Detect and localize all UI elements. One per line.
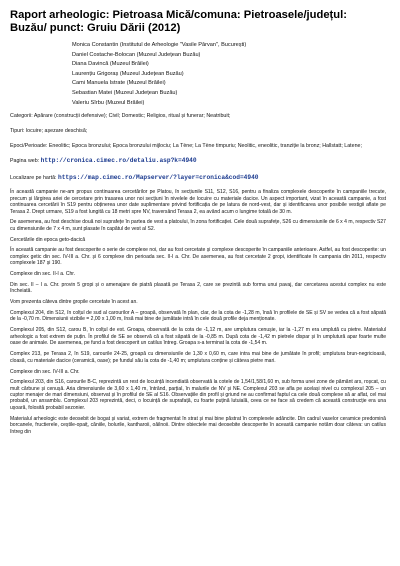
section-heading: Cercetările din epoca geto-dacică (10, 236, 86, 243)
map-location-label: Localizare pe hartă: (10, 175, 58, 182)
body-paragraph: În această campanie ne-am propus continuarea cercetărilor pe Platou, în secțiunile S11, S12, S16, pentru a finaliza complexele descoperite în campaniile trecute, precum și lărgirea ariei de cercetare prin trasarea unor noi secțiuni în nivelele de locuire cu materiale dacice. Un aspect important, vizat în această campanie, a fost continuarea cercetării în S19 pentru obținerea unor date suplimentare privind fortificația de pe latura de nord-vest, dar și identificarea unor posibile vestigii aflate pe Terasa 2. Drept urmare, S19 a fost lungită cu 18 metri spre NV, traversând Terasa 2, ea având acum o lungime totală de 30 m. (10, 189, 386, 215)
types-line: Tipuri: locuire; așezare deschisă; (10, 128, 88, 135)
body-paragraph: Vom prezenta câteva dintre gropile cercetate în acest an. (10, 299, 138, 306)
map-location-link[interactable]: https://map.cimec.ro/Mapserver/?layer=cronica&cod=4940 (58, 174, 259, 182)
categories-line: Categorii: Apărare (construcții defensive); Civil; Domestic; Religios, ritual și funerar; Neatribuit; (10, 113, 231, 120)
web-page-line (10, 157, 386, 165)
section-heading: Complexe din sec. II-I a. Chr. (10, 271, 76, 278)
author-item: Valeriu Sîrbu (Muzeul Brăilei) (72, 99, 145, 106)
body-paragraph: Complexul 204, din S12, în colțul de sud al carourilor A – groapă, observată în plan, clar, de la cota de -1,28 m, însă în profilele de SE și SV se vedea că a fost săpată de la -0,70 m. Dimensiunii vizibile = 2,00 x 1,00 m, însă mai bine de jumătate intră în cele două profile deja menționate. (10, 310, 386, 323)
author-item: Cami Manuela Istrate (Muzeul Brăilei) (72, 80, 166, 87)
report-body (10, 189, 386, 435)
web-page-link[interactable]: http://cronica.cimec.ro/detaliu.asp?k=4940 (40, 157, 197, 165)
author-item: Sebastian Matei (Muzeul Județean Buzău) (72, 89, 178, 96)
authors-list (72, 41, 386, 108)
author-item: Monica Constantin (Institutul de Arheologie "Vasile Pârvan", București) (72, 42, 247, 48)
body-paragraph: De asemenea, au fost deschise două noi suprafețe în partea de vest a platoului, în zona fortificației. Cele două suprafețe, S26 cu dimensiunile de 6 x 4 m, respectiv S27 cu dimensiunile de 7 x 4 m, sunt plasate în capătul de vest al S2. (10, 219, 386, 232)
report-title: Raport arheologic: Pietroasa Mică/comuna: Pietroasele/județul: Buzău/ punct: Gruiu Dării (2012) (10, 9, 347, 34)
web-page-label: Pagina web: (10, 158, 41, 165)
author-item: Laurențiu Grigoraș (Muzeul Județean Buzău) (72, 70, 184, 77)
body-paragraph: Complexul 205, din S12, carou B, în colțul de est. Groapa, observată de la cota de -1,12 m, are umplutura cenușie, iar la -1,27 m era umplută cu pietre. Materialul arheologic a fost extrem de puțin. În profilul de SE se observă că a fost săpată de la -0,85 m. După cota de -1,42 m pietrele dispar și în umplutură apar foarte multe oase de animale. De asemenea, pe fund a fost descoperit un catilus întreg. Groapa s-a terminat la cota de -1,54 m. (10, 327, 386, 347)
section-heading: Complexe din sec. IV-III a. Chr. (10, 368, 80, 375)
map-location-line (10, 174, 386, 182)
body-paragraph: În această campanie au fost descoperite o serie de complexe noi, dar au fost cercetate și complexe descoperite în campaniile anterioare. Astfel, au fost descoperite: un complex getic din sec. IV-III a. Chr. și 6 complexe din perioada sec. II-I a. Chr. De asemenea, au fost cercetate 2 gropi, identificate în campania din 2011, respectiv complexele 187 și 190. (10, 247, 386, 267)
author-item: Diana Davincă (Muzeul Brăilei) (72, 61, 149, 68)
author-item: Daniel Costache-Bolocan (Muzeul Județean Buzău) (72, 51, 201, 58)
body-paragraph: Din sec. II – I a. Chr. provin 5 gropi și o amenajare de piatră plasată pe Terasa 2, care se prezintă sub forma unui pavaj, dar cercetarea acestui complex nu este încheiată. (10, 281, 386, 295)
body-paragraph: Complex 213, pe Terasa 2, în S19, carourile 24-25, groapă cu dimensiunile de 1,30 x 0,60 m, care intra mai bine de jumătate în profil; umplutura brun-negricioasă, cloasă, cu materiale dacice (ceramică, oase); pe fundul său la cota de -1,40 m; umplutura conține și câteva pietre mari. (10, 351, 386, 364)
body-paragraph: Materialul arheologic este deosebit de bogat și variat, extrem de fragmentat în strat și mai bine păstrat în complexele adâncite. Din cadrul vaselor ceramice predomină borcanele, fructierele, ceștile-opaiț, căniile, bolurile, kantharoii, oăilnoii. Dintre obiectele mai deosebite descoperite în această campanie notăm doar câteva: un catilus întreg din (10, 415, 386, 435)
periods-line: Epoci/Perioade: Eneolitic; Epoca bronzului; Epoca bronzului mijlociu; La Tène; La Tène timpuriu; Neolitic, eneolitic, tranziție la bronz; Hallstatt; Latene; (10, 143, 362, 150)
body-paragraph: Complexul 203, din S16, carourile B-C, reprezintă un rest de locuință incendiată observată la cotele de 1,54/1,58/1,60 m, sub forma unei zone de pământ ars, roșcat, cu mult cărbune și cenușă. Aria dimensiunile de 3,60 x 1,40 m, întrând, parțial, în malurile de NV și NE. Complexul 203 se afla pe același nivel cu complexul 205 – un cuptor menajer de mari dimensiuni, observat și în profilul de SE al S16. Observațiile din profil și griund ne au confirmat faptul ca cele două complexe să ar aflat, cel mai probabil, un ansamblu. Complexul 203 reprezintă, deci, o locuință de suprafață, cu foarte puțină lutuială, ceea ce ne face să credem că această construcție era una ușoară, folosită probabil sezonier. (10, 379, 386, 411)
